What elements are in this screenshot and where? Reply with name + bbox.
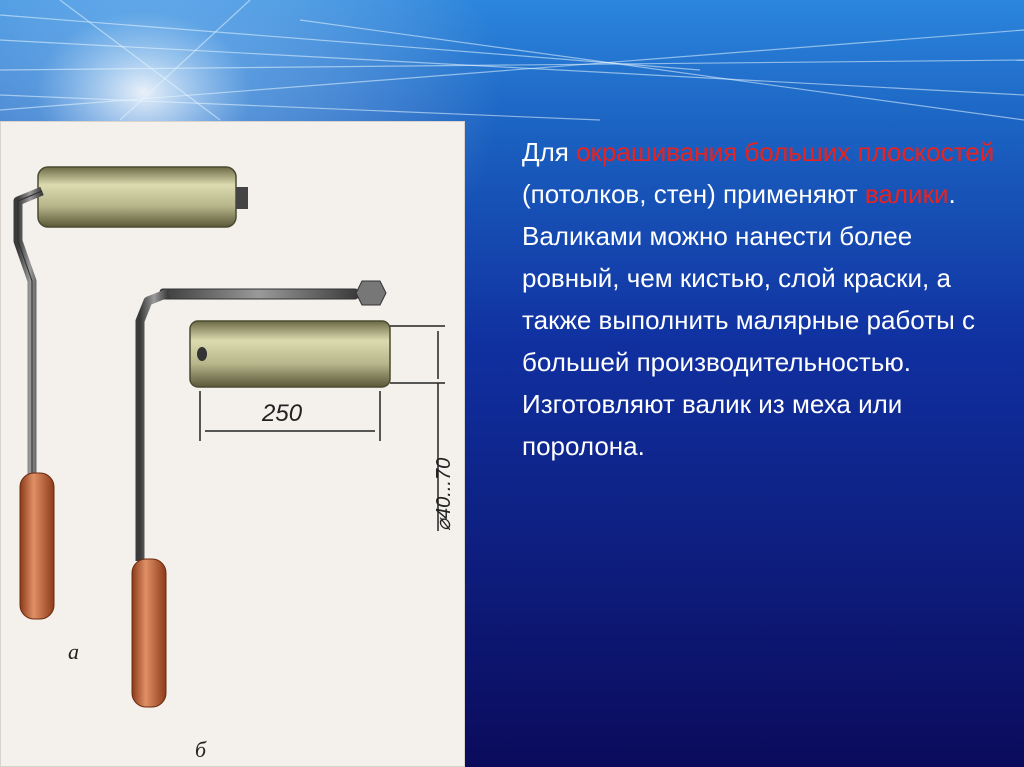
figure-label-a: а (68, 639, 79, 664)
figure-label-b: б (195, 737, 207, 762)
dimension-length-label: 250 (262, 400, 303, 427)
slide-body-text (522, 131, 1002, 467)
text-part-3: (потолков, стен) применяют (522, 179, 865, 209)
roller-a-wood-handle (20, 473, 54, 619)
roller-a-nut (236, 187, 248, 209)
text-part-1: Для (522, 137, 577, 167)
text-part-5: . Валиками можно нанести более ровный, чем кистью, слой краски, а также выполнить малярные работы с большей производительностью. Изготовляют валик из меха или поролона. (522, 179, 976, 461)
paint-roller-figure (0, 121, 465, 767)
roller-b-hole (197, 347, 207, 361)
text-highlight-1: окрашивания больших плоскостей (576, 137, 995, 167)
dimension-diameter-label: ⌀40...70 (433, 457, 455, 531)
roller-b-wood-handle (132, 559, 166, 707)
text-highlight-2: валики (864, 179, 949, 209)
roller-b-nut (356, 281, 386, 305)
roller-b-axle (160, 289, 358, 299)
roller-b-cylinder (190, 321, 390, 387)
roller-a-cylinder (38, 167, 236, 227)
